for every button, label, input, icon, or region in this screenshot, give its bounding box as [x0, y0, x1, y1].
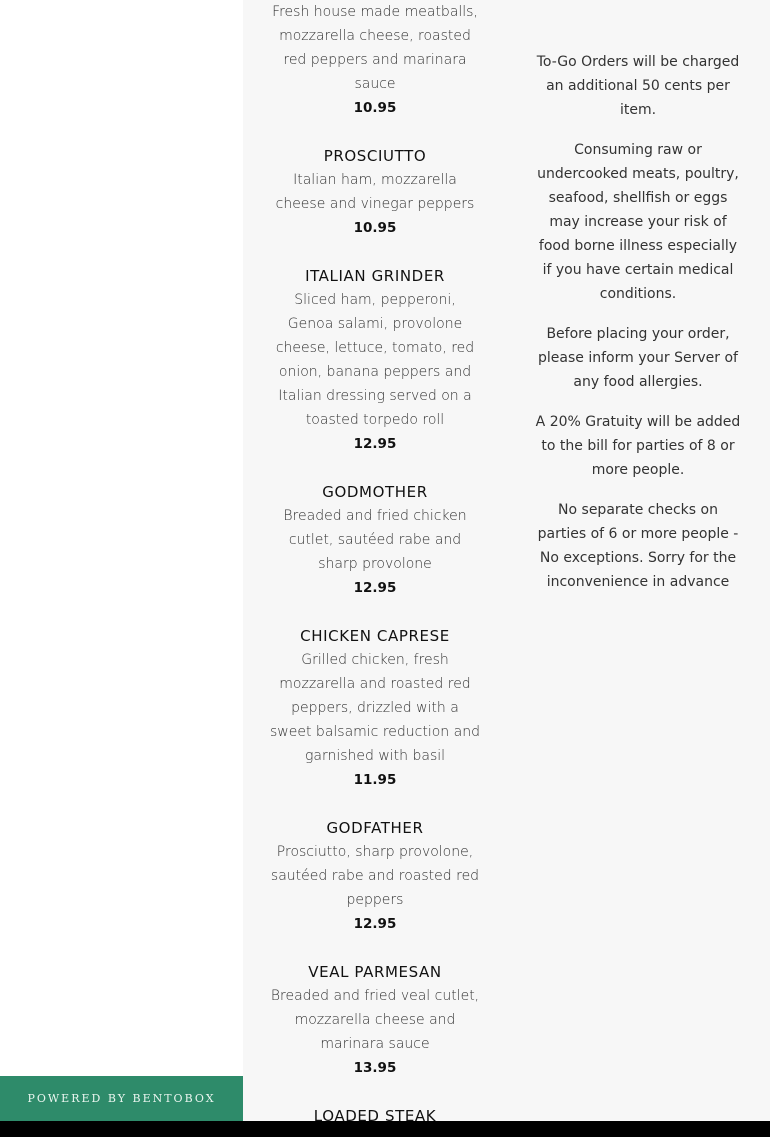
- menu-item-price: 10.95: [353, 220, 397, 236]
- separate-checks-note: No separate checks on parties of 6 or more people - No exceptions. Sorry for the inconvenience in advance: [537, 502, 739, 590]
- menu-item-name: CHICKEN CAPRESE: [300, 627, 450, 645]
- menu-item: [270, 144, 480, 240]
- menu-item: [270, 624, 480, 792]
- menu-item-price: 10.95: [353, 100, 397, 116]
- raw-food-warning-note: Consuming raw or undercooked meats, poultry, seafood, shellfish or eggs may increase your risk of food borne illness especially if you have certain medical conditions.: [537, 142, 739, 302]
- menu-notes-column: [535, 50, 741, 610]
- menu-item-name: GODFATHER: [326, 819, 424, 837]
- menu-item-description: Sliced ham, pepperoni, Genoa salami, provolone cheese, lettuce, tomato, red onion, banana peppers and Italian dressing served on a toasted torpedo roll: [275, 292, 475, 428]
- menu-item-name: LOADED STEAK: [313, 1107, 437, 1121]
- menu-content: [243, 0, 770, 1121]
- menu-item-name: GODMOTHER: [322, 483, 428, 501]
- menu-item-price: 13.95: [353, 1060, 397, 1076]
- menu-item-price: 12.95: [353, 916, 397, 932]
- menu-item: [270, 960, 480, 1080]
- menu-item-name: ITALIAN GRINDER: [305, 267, 445, 285]
- menu-item: [270, 1104, 480, 1121]
- menu-item: [270, 816, 480, 936]
- menu-item-description: Breaded and fried chicken cutlet, sautéed rabe and sharp provolone: [283, 508, 467, 572]
- menu-item: [270, 480, 480, 600]
- menu-item-description: Grilled chicken, fresh mozzarella and roasted red peppers, drizzled with a sweet balsamic reduction and garnished with basil: [270, 652, 480, 764]
- menu-item-name: VEAL PARMESAN: [308, 963, 442, 981]
- allergy-note: Before placing your order, please inform your Server of any food allergies.: [538, 326, 738, 390]
- menu-item: [270, 0, 480, 120]
- menu-item-price: 12.95: [353, 436, 397, 452]
- menu-item: [270, 264, 480, 456]
- menu-items-column: [270, 0, 480, 1121]
- togo-charge-note: To-Go Orders will be charged an additional 50 cents per item.: [536, 54, 740, 118]
- menu-item-description: Italian ham, mozzarella cheese and vinegar peppers: [275, 172, 475, 212]
- powered-by-bentobox-link[interactable]: POWERED BY BENTOBOX: [0, 1076, 243, 1121]
- menu-item-price: 12.95: [353, 580, 397, 596]
- menu-item-description: Fresh house made meatballs, mozzarella cheese, roasted red peppers and marinara sauce: [272, 4, 478, 92]
- left-sidebar: [0, 0, 243, 1121]
- bottom-bar: [0, 1121, 770, 1137]
- menu-item-name: PROSCIUTTO: [323, 147, 427, 165]
- menu-item-price: 11.95: [353, 772, 397, 788]
- gratuity-note: A 20% Gratuity will be added to the bill for parties of 8 or more people.: [535, 414, 741, 478]
- menu-item-description: Breaded and fried veal cutlet, mozzarella cheese and marinara sauce: [270, 988, 480, 1052]
- menu-item-description: Prosciutto, sharp provolone, sautéed rabe and roasted red peppers: [270, 844, 480, 908]
